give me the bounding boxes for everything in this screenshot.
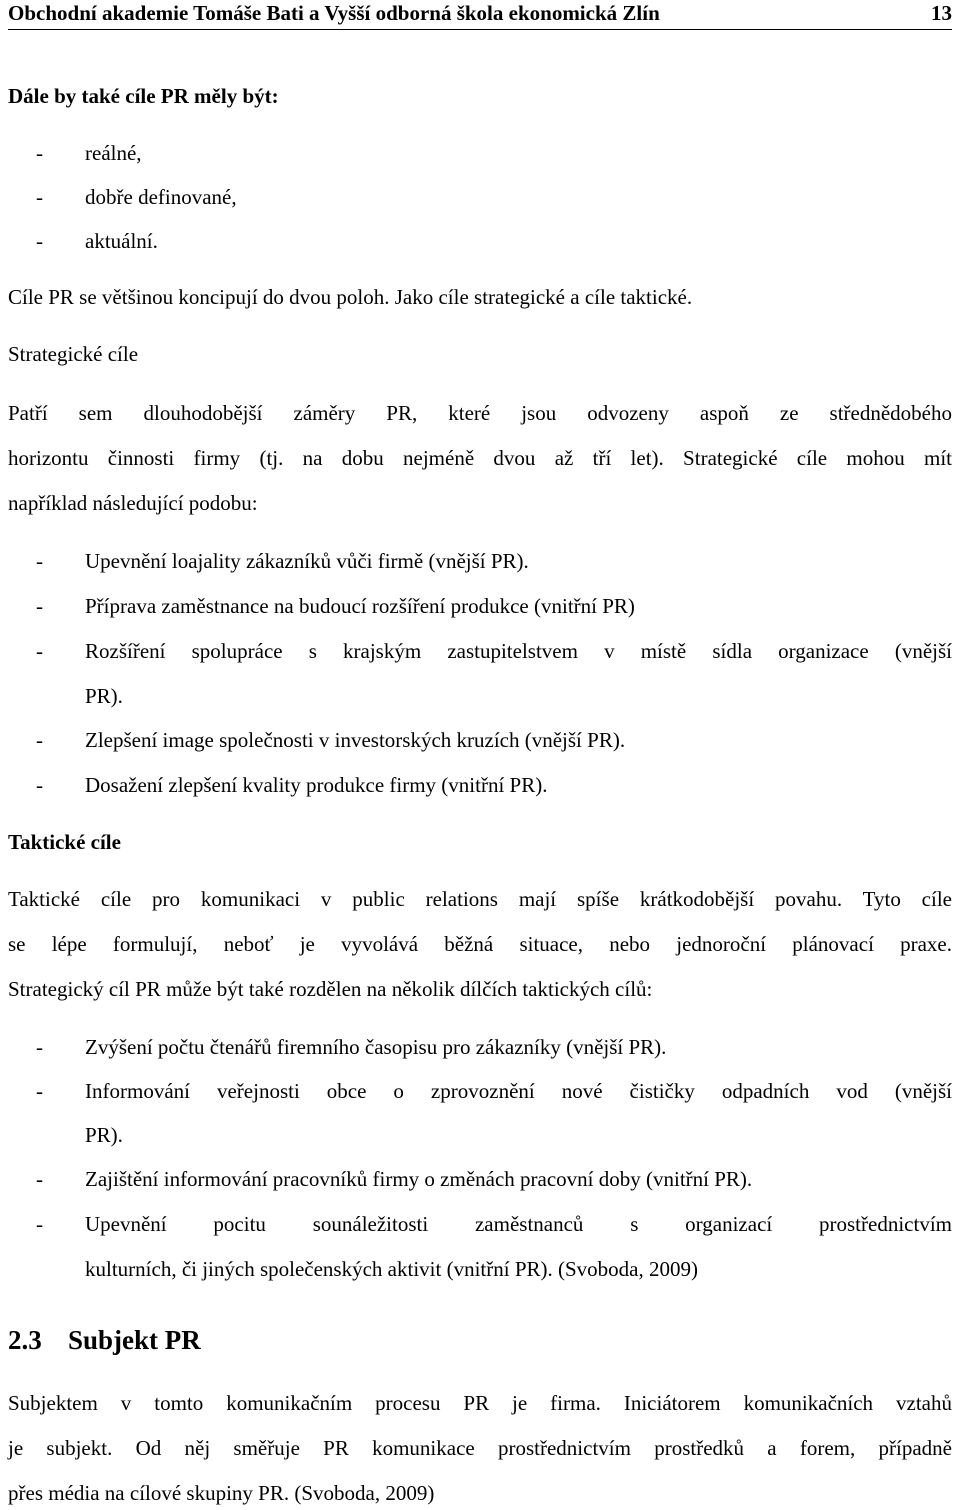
- strategic-heading: Strategické cíle: [8, 342, 139, 366]
- list-dash: -: [36, 185, 43, 209]
- section-paragraph-line: Subjektem v tomto komunikačním procesu PR je firma. Iniciátorem komunikačních vztahů: [8, 1391, 952, 1415]
- list-item-text: aktuální.: [85, 229, 158, 253]
- list-dash: -: [36, 141, 43, 165]
- strategic-paragraph-line: horizontu činnosti firmy (tj. na dobu nejméně dvou až tří let). Strategické cíle mohou mít: [8, 446, 952, 470]
- section-paragraph-line: přes média na cílové skupiny PR. (Svoboda, 2009): [8, 1481, 435, 1505]
- list-item-text: Upevnění pocitu sounáležitosti zaměstnanců s organizací prostřednictvím: [85, 1212, 952, 1236]
- tactical-paragraph-line: Strategický cíl PR může být také rozdělen na několik dílčích taktických cílů:: [8, 977, 653, 1001]
- list-item-continuation: kulturních, či jiných společenských aktivit (vnitřní PR). (Svoboda, 2009): [85, 1257, 698, 1281]
- tactical-heading: Taktické cíle: [8, 830, 121, 854]
- strategic-paragraph-line: například následující podobu:: [8, 491, 258, 515]
- list-dash: -: [36, 549, 43, 573]
- list-dash: -: [36, 594, 43, 618]
- list-dash: -: [36, 728, 43, 752]
- list-item-text: Příprava zaměstnance na budoucí rozšíření produkce (vnitřní PR): [85, 594, 635, 618]
- list-item-continuation: PR).: [85, 1123, 123, 1147]
- list-dash: -: [36, 639, 43, 663]
- list-item-text: Zvýšení počtu čtenářů firemního časopisu pro zákazníky (vnější PR).: [85, 1035, 667, 1059]
- school-name: Obchodní akademie Tomáše Bati a Vyšší odborná škola ekonomická Zlín: [8, 1, 660, 25]
- page-number: 13: [931, 1, 952, 25]
- list-item-text: Upevnění loajality zákazníků vůči firmě (vnější PR).: [85, 549, 529, 573]
- section-heading: [8, 1325, 201, 1356]
- list-dash: -: [36, 1079, 43, 1103]
- strategic-paragraph-line: Patří sem dlouhodobější záměry PR, které jsou odvozeny aspoň ze střednědobého: [8, 401, 952, 425]
- list-dash: -: [36, 773, 43, 797]
- list-item-text: Zlepšení image společnosti v investorských kruzích (vnější PR).: [85, 728, 626, 752]
- list-dash: -: [36, 1212, 43, 1236]
- list-dash: -: [36, 1167, 43, 1191]
- list-dash: -: [36, 1035, 43, 1059]
- page-header: [8, 0, 952, 30]
- list-dash: -: [36, 229, 43, 253]
- list-item-text: dobře definované,: [85, 185, 237, 209]
- tactical-paragraph-line: se lépe formulují, neboť je vyvolává běžná situace, nebo jednoroční plánovací praxe.: [8, 932, 952, 956]
- list-item-text: Informování veřejnosti obce o zprovoznění nové čističky odpadních vod (vnější: [85, 1079, 952, 1103]
- section-number: 2.3: [8, 1325, 42, 1355]
- goals-sentence: Cíle PR se většinou koncipují do dvou poloh. Jako cíle strategické a cíle taktické.: [8, 285, 693, 309]
- list-item-text: Zajištění informování pracovníků firmy o změnách pracovní doby (vnitřní PR).: [85, 1167, 753, 1191]
- list-item-continuation: PR).: [85, 684, 123, 708]
- section-paragraph-line: je subjekt. Od něj směřuje PR komunikace prostřednictvím prostředků a forem, případně: [8, 1436, 952, 1460]
- list-item-text: Dosažení zlepšení kvality produkce firmy (vnitřní PR).: [85, 773, 548, 797]
- intro-heading: Dále by také cíle PR měly být:: [8, 84, 279, 108]
- list-item-text: Rozšíření spolupráce s krajským zastupitelstvem v místě sídla organizace (vnější: [85, 639, 952, 663]
- section-title: Subjekt PR: [68, 1325, 201, 1355]
- list-item-text: reálné,: [85, 141, 142, 165]
- tactical-paragraph-line: Taktické cíle pro komunikaci v public relations mají spíše krátkodobější povahu. Tyto cíle: [8, 887, 952, 911]
